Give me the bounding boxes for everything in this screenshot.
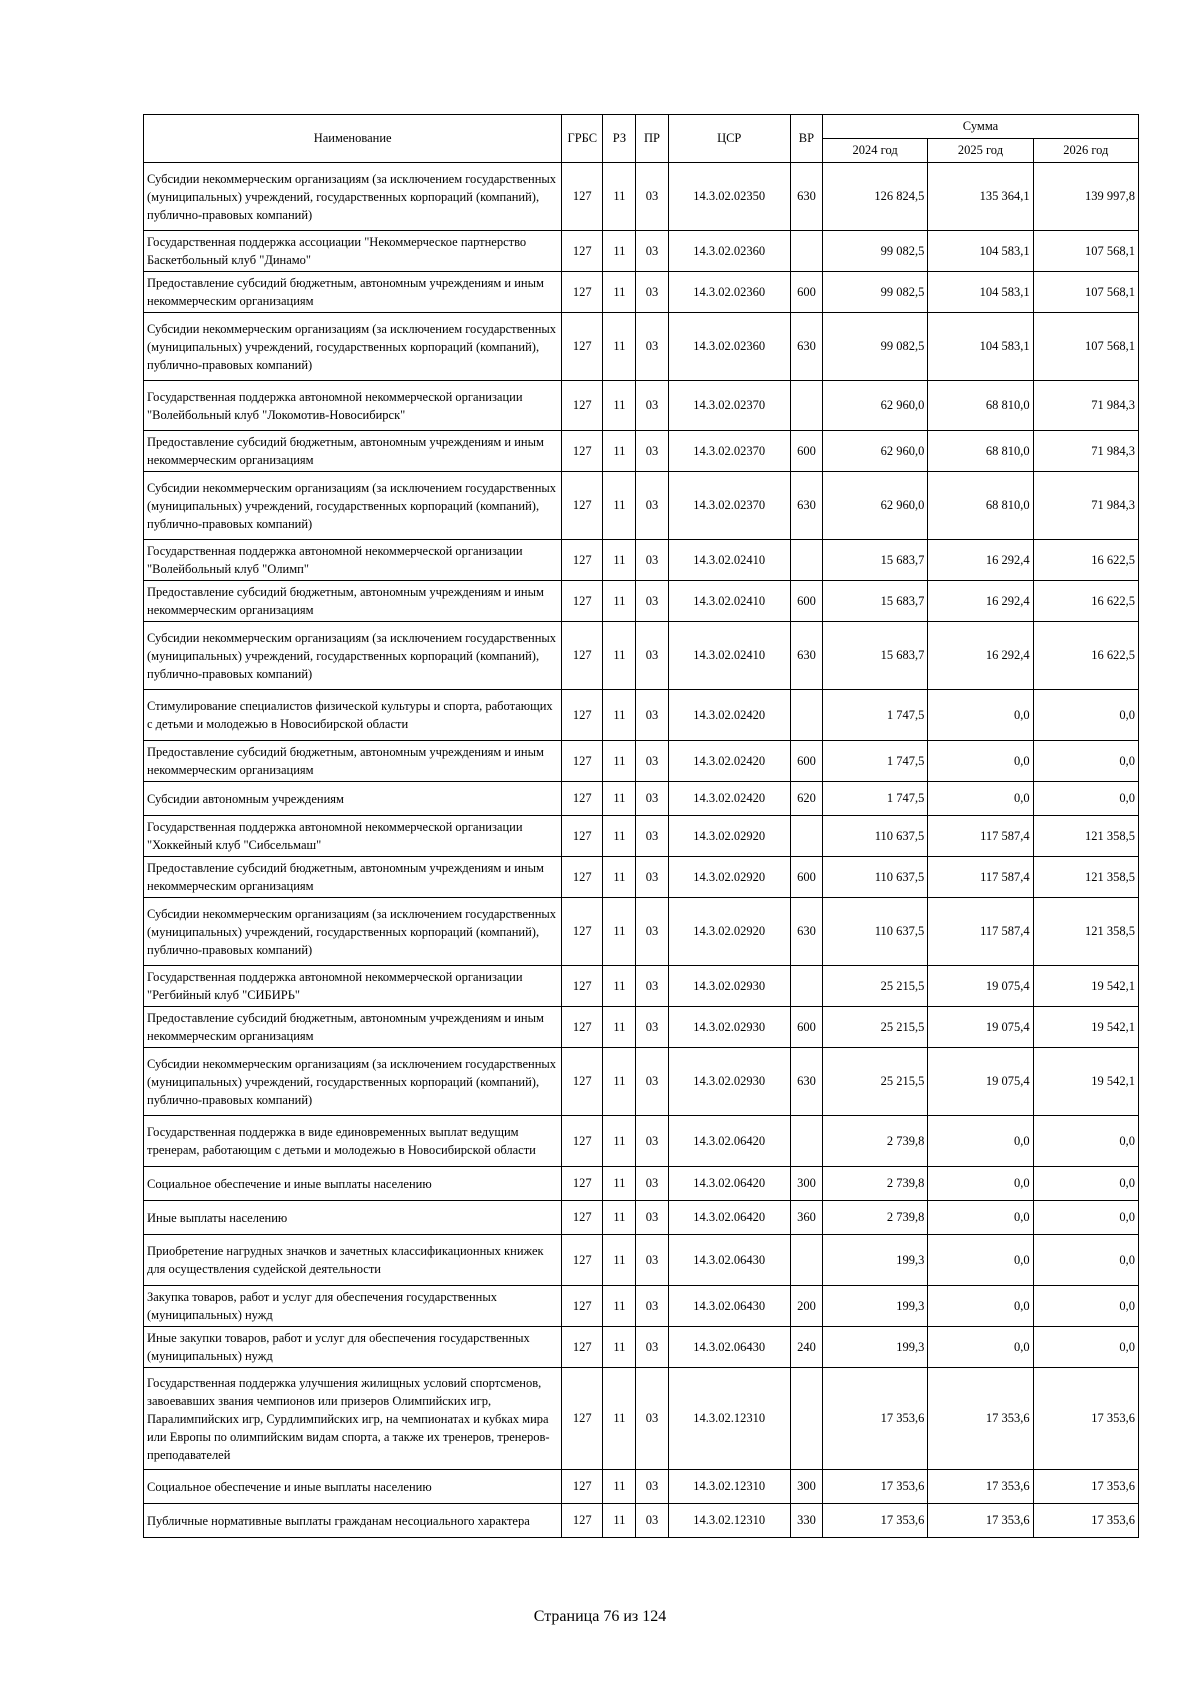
- row-grbs: 127: [562, 472, 603, 540]
- page-number: Страница 76 из 124: [533, 1608, 667, 1625]
- row-sum-2026: 121 358,5: [1033, 816, 1138, 857]
- table-row: [144, 581, 1139, 622]
- row-sum-2024: 199,3: [823, 1235, 928, 1286]
- row-vr: 600: [790, 1007, 822, 1048]
- row-rz: 11: [603, 581, 636, 622]
- row-rz: 11: [603, 1327, 636, 1368]
- row-csr: 14.3.02.02920: [668, 816, 790, 857]
- row-rz: 11: [603, 1167, 636, 1201]
- row-name: Субсидии некоммерческим организациям (за исключением государственных (муниципальных) учреждений, государственных корпораций (компаний), публично-правовых компаний): [144, 622, 562, 690]
- row-vr: 600: [790, 581, 822, 622]
- row-name: Государственная поддержка автономной некоммерческой организации "Волейбольный клуб "Локомотив-Новосибирск": [144, 381, 562, 431]
- header-2025: 2025 год: [928, 139, 1033, 163]
- row-rz: 11: [603, 966, 636, 1007]
- header-rz: РЗ: [603, 115, 636, 163]
- row-sum-2025: 16 292,4: [928, 540, 1033, 581]
- row-pr: 03: [636, 1470, 668, 1504]
- table-row: [144, 1470, 1139, 1504]
- table-row: [144, 741, 1139, 782]
- row-sum-2025: 68 810,0: [928, 472, 1033, 540]
- row-sum-2024: 199,3: [823, 1327, 928, 1368]
- row-sum-2024: 1 747,5: [823, 782, 928, 816]
- row-csr: 14.3.02.02350: [668, 163, 790, 231]
- row-rz: 11: [603, 272, 636, 313]
- row-csr: 14.3.02.12310: [668, 1504, 790, 1538]
- row-name: Иные выплаты населению: [144, 1201, 562, 1235]
- row-sum-2024: 99 082,5: [823, 231, 928, 272]
- row-sum-2025: 117 587,4: [928, 816, 1033, 857]
- row-rz: 11: [603, 898, 636, 966]
- row-sum-2026: 17 353,6: [1033, 1504, 1138, 1538]
- row-name: Публичные нормативные выплаты гражданам несоциального характера: [144, 1504, 562, 1538]
- row-name: Социальное обеспечение и иные выплаты населению: [144, 1167, 562, 1201]
- budget-table: [143, 114, 1139, 1538]
- row-rz: 11: [603, 1201, 636, 1235]
- row-name: Закупка товаров, работ и услуг для обеспечения государственных (муниципальных) нужд: [144, 1286, 562, 1327]
- table-row: [144, 540, 1139, 581]
- table-row: [144, 1116, 1139, 1167]
- row-grbs: 127: [562, 741, 603, 782]
- row-sum-2025: 0,0: [928, 1327, 1033, 1368]
- row-sum-2026: 107 568,1: [1033, 313, 1138, 381]
- row-csr: 14.3.02.02930: [668, 1007, 790, 1048]
- row-grbs: 127: [562, 1327, 603, 1368]
- row-rz: 11: [603, 1286, 636, 1327]
- row-grbs: 127: [562, 816, 603, 857]
- row-csr: 14.3.02.02920: [668, 898, 790, 966]
- row-csr: 14.3.02.06430: [668, 1327, 790, 1368]
- row-csr: 14.3.02.06420: [668, 1167, 790, 1201]
- row-name: Иные закупки товаров, работ и услуг для обеспечения государственных (муниципальных) нужд: [144, 1327, 562, 1368]
- row-sum-2024: 110 637,5: [823, 816, 928, 857]
- row-pr: 03: [636, 1504, 668, 1538]
- row-pr: 03: [636, 966, 668, 1007]
- row-vr: 600: [790, 857, 822, 898]
- row-pr: 03: [636, 622, 668, 690]
- row-vr: 630: [790, 472, 822, 540]
- row-sum-2026: 71 984,3: [1033, 431, 1138, 472]
- row-csr: 14.3.02.02930: [668, 1048, 790, 1116]
- row-sum-2025: 17 353,6: [928, 1470, 1033, 1504]
- row-sum-2024: 110 637,5: [823, 898, 928, 966]
- row-sum-2026: 139 997,8: [1033, 163, 1138, 231]
- row-sum-2024: 199,3: [823, 1286, 928, 1327]
- row-sum-2025: 68 810,0: [928, 381, 1033, 431]
- row-pr: 03: [636, 782, 668, 816]
- row-vr: [790, 540, 822, 581]
- table-row: [144, 690, 1139, 741]
- row-rz: 11: [603, 431, 636, 472]
- row-pr: 03: [636, 1048, 668, 1116]
- row-sum-2024: 2 739,8: [823, 1167, 928, 1201]
- row-grbs: 127: [562, 231, 603, 272]
- row-sum-2026: 19 542,1: [1033, 966, 1138, 1007]
- row-sum-2024: 1 747,5: [823, 741, 928, 782]
- row-csr: 14.3.02.06430: [668, 1235, 790, 1286]
- row-grbs: 127: [562, 898, 603, 966]
- row-sum-2025: 0,0: [928, 1286, 1033, 1327]
- row-vr: 630: [790, 1048, 822, 1116]
- row-sum-2025: 16 292,4: [928, 581, 1033, 622]
- row-csr: 14.3.02.06430: [668, 1286, 790, 1327]
- row-sum-2024: 62 960,0: [823, 472, 928, 540]
- row-pr: 03: [636, 1007, 668, 1048]
- row-csr: 14.3.02.02920: [668, 857, 790, 898]
- table-row: [144, 782, 1139, 816]
- row-rz: 11: [603, 741, 636, 782]
- row-sum-2025: 104 583,1: [928, 231, 1033, 272]
- table-row: [144, 1201, 1139, 1235]
- table-row: [144, 898, 1139, 966]
- row-csr: 14.3.02.12310: [668, 1470, 790, 1504]
- row-vr: 600: [790, 431, 822, 472]
- row-grbs: 127: [562, 1368, 603, 1470]
- row-sum-2025: 117 587,4: [928, 857, 1033, 898]
- row-sum-2025: 68 810,0: [928, 431, 1033, 472]
- row-name: Социальное обеспечение и иные выплаты населению: [144, 1470, 562, 1504]
- table-header: [144, 115, 1139, 163]
- row-vr: 300: [790, 1470, 822, 1504]
- row-name: Государственная поддержка улучшения жилищных условий спортсменов, завоевавших звания чемпионов или призеров Олимпийских игр, Паралимпийских игр, Сурдлимпийских игр, на чемпионатах и кубках мира или Европы по олимпийским видам спорта, а также их тренеров, тренеров-преподавателей: [144, 1368, 562, 1470]
- row-grbs: 127: [562, 1201, 603, 1235]
- header-vr: ВР: [790, 115, 822, 163]
- row-sum-2025: 135 364,1: [928, 163, 1033, 231]
- row-vr: 630: [790, 313, 822, 381]
- row-sum-2026: 19 542,1: [1033, 1007, 1138, 1048]
- row-rz: 11: [603, 1504, 636, 1538]
- table-row: [144, 1167, 1139, 1201]
- row-name: Субсидии некоммерческим организациям (за исключением государственных (муниципальных) учреждений, государственных корпораций (компаний), публично-правовых компаний): [144, 313, 562, 381]
- row-name: Субсидии некоммерческим организациям (за исключением государственных (муниципальных) учреждений, государственных корпораций (компаний), публично-правовых компаний): [144, 472, 562, 540]
- row-sum-2025: 0,0: [928, 782, 1033, 816]
- row-sum-2025: 17 353,6: [928, 1504, 1033, 1538]
- row-vr: 600: [790, 741, 822, 782]
- row-sum-2024: 15 683,7: [823, 622, 928, 690]
- header-2026: 2026 год: [1033, 139, 1138, 163]
- row-pr: 03: [636, 1201, 668, 1235]
- row-csr: 14.3.02.12310: [668, 1368, 790, 1470]
- row-sum-2026: 107 568,1: [1033, 231, 1138, 272]
- row-vr: 630: [790, 622, 822, 690]
- row-sum-2026: 71 984,3: [1033, 381, 1138, 431]
- row-grbs: 127: [562, 540, 603, 581]
- row-pr: 03: [636, 540, 668, 581]
- row-sum-2024: 1 747,5: [823, 690, 928, 741]
- row-grbs: 127: [562, 431, 603, 472]
- row-sum-2026: 0,0: [1033, 741, 1138, 782]
- row-sum-2026: 17 353,6: [1033, 1368, 1138, 1470]
- row-name: Приобретение нагрудных значков и зачетных классификационных книжек для осуществления судейской деятельности: [144, 1235, 562, 1286]
- row-sum-2024: 110 637,5: [823, 857, 928, 898]
- table-row: [144, 857, 1139, 898]
- row-grbs: 127: [562, 1286, 603, 1327]
- row-name: Предоставление субсидий бюджетным, автономным учреждениям и иным некоммерческим организациям: [144, 581, 562, 622]
- row-sum-2024: 99 082,5: [823, 313, 928, 381]
- table-row: [144, 1368, 1139, 1470]
- row-name: Предоставление субсидий бюджетным, автономным учреждениям и иным некоммерческим организациям: [144, 431, 562, 472]
- row-sum-2026: 16 622,5: [1033, 622, 1138, 690]
- table-row: [144, 1007, 1139, 1048]
- row-sum-2024: 25 215,5: [823, 1007, 928, 1048]
- row-rz: 11: [603, 816, 636, 857]
- row-csr: 14.3.02.02370: [668, 381, 790, 431]
- row-rz: 11: [603, 782, 636, 816]
- table-row: [144, 1504, 1139, 1538]
- row-pr: 03: [636, 381, 668, 431]
- row-sum-2025: 0,0: [928, 1167, 1033, 1201]
- row-vr: 600: [790, 272, 822, 313]
- row-name: Государственная поддержка автономной некоммерческой организации "Регбийный клуб "СИБИРЬ": [144, 966, 562, 1007]
- row-pr: 03: [636, 1327, 668, 1368]
- row-name: Предоставление субсидий бюджетным, автономным учреждениям и иным некоммерческим организациям: [144, 741, 562, 782]
- row-rz: 11: [603, 1368, 636, 1470]
- row-grbs: 127: [562, 1116, 603, 1167]
- row-name: Государственная поддержка в виде единовременных выплат ведущим тренерам, работающим с детьми и молодежью в Новосибирской области: [144, 1116, 562, 1167]
- table-row: [144, 966, 1139, 1007]
- row-rz: 11: [603, 1235, 636, 1286]
- row-pr: 03: [636, 1235, 668, 1286]
- row-sum-2025: 117 587,4: [928, 898, 1033, 966]
- table-row: [144, 1327, 1139, 1368]
- row-name: Предоставление субсидий бюджетным, автономным учреждениям и иным некоммерческим организациям: [144, 857, 562, 898]
- row-rz: 11: [603, 472, 636, 540]
- row-csr: 14.3.02.02410: [668, 581, 790, 622]
- row-grbs: 127: [562, 272, 603, 313]
- row-sum-2024: 17 353,6: [823, 1470, 928, 1504]
- row-name: Субсидии некоммерческим организациям (за исключением государственных (муниципальных) учреждений, государственных корпораций (компаний), публично-правовых компаний): [144, 163, 562, 231]
- row-rz: 11: [603, 231, 636, 272]
- row-sum-2024: 2 739,8: [823, 1201, 928, 1235]
- row-vr: 300: [790, 1167, 822, 1201]
- row-rz: 11: [603, 622, 636, 690]
- row-rz: 11: [603, 1048, 636, 1116]
- row-grbs: 127: [562, 581, 603, 622]
- row-rz: 11: [603, 163, 636, 231]
- row-rz: 11: [603, 1116, 636, 1167]
- row-sum-2026: 0,0: [1033, 782, 1138, 816]
- row-sum-2024: 17 353,6: [823, 1504, 928, 1538]
- table-row: [144, 622, 1139, 690]
- row-vr: [790, 690, 822, 741]
- row-sum-2026: 0,0: [1033, 1167, 1138, 1201]
- row-grbs: 127: [562, 1235, 603, 1286]
- row-csr: 14.3.02.02360: [668, 231, 790, 272]
- row-sum-2024: 15 683,7: [823, 581, 928, 622]
- header-grbs: ГРБС: [562, 115, 603, 163]
- row-csr: 14.3.02.02410: [668, 540, 790, 581]
- row-sum-2026: 0,0: [1033, 1116, 1138, 1167]
- row-sum-2026: 16 622,5: [1033, 540, 1138, 581]
- row-csr: 14.3.02.06420: [668, 1116, 790, 1167]
- row-sum-2026: 0,0: [1033, 690, 1138, 741]
- row-csr: 14.3.02.02410: [668, 622, 790, 690]
- row-csr: 14.3.02.06420: [668, 1201, 790, 1235]
- row-rz: 11: [603, 857, 636, 898]
- row-sum-2024: 17 353,6: [823, 1368, 928, 1470]
- row-csr: 14.3.02.02360: [668, 272, 790, 313]
- header-name: Наименование: [144, 115, 562, 163]
- row-sum-2025: 19 075,4: [928, 1048, 1033, 1116]
- table-row: [144, 163, 1139, 231]
- row-vr: [790, 381, 822, 431]
- row-sum-2026: 121 358,5: [1033, 857, 1138, 898]
- row-pr: 03: [636, 741, 668, 782]
- table-body: [144, 163, 1139, 1538]
- table-row: [144, 431, 1139, 472]
- row-vr: [790, 816, 822, 857]
- row-pr: 03: [636, 472, 668, 540]
- row-vr: [790, 1368, 822, 1470]
- row-pr: 03: [636, 1286, 668, 1327]
- row-pr: 03: [636, 1167, 668, 1201]
- row-sum-2025: 104 583,1: [928, 313, 1033, 381]
- row-csr: 14.3.02.02360: [668, 313, 790, 381]
- table-row: [144, 381, 1139, 431]
- row-grbs: 127: [562, 1167, 603, 1201]
- row-sum-2026: 16 622,5: [1033, 581, 1138, 622]
- row-sum-2024: 62 960,0: [823, 431, 928, 472]
- table-row: [144, 231, 1139, 272]
- row-grbs: 127: [562, 163, 603, 231]
- row-name: Субсидии некоммерческим организациям (за исключением государственных (муниципальных) учреждений, государственных корпораций (компаний), публично-правовых компаний): [144, 898, 562, 966]
- row-vr: [790, 966, 822, 1007]
- row-sum-2026: 0,0: [1033, 1235, 1138, 1286]
- row-rz: 11: [603, 1470, 636, 1504]
- row-sum-2026: 19 542,1: [1033, 1048, 1138, 1116]
- header-2024: 2024 год: [823, 139, 928, 163]
- row-name: Государственная поддержка ассоциации "Некоммерческое партнерство Баскетбольный клуб "Динамо": [144, 231, 562, 272]
- row-pr: 03: [636, 313, 668, 381]
- row-pr: 03: [636, 816, 668, 857]
- row-name: Предоставление субсидий бюджетным, автономным учреждениям и иным некоммерческим организациям: [144, 272, 562, 313]
- row-rz: 11: [603, 1007, 636, 1048]
- row-sum-2026: 0,0: [1033, 1327, 1138, 1368]
- row-grbs: 127: [562, 782, 603, 816]
- row-csr: 14.3.02.02370: [668, 431, 790, 472]
- row-grbs: 127: [562, 1504, 603, 1538]
- row-grbs: 127: [562, 1470, 603, 1504]
- row-sum-2024: 25 215,5: [823, 1048, 928, 1116]
- row-grbs: 127: [562, 1007, 603, 1048]
- row-pr: 03: [636, 857, 668, 898]
- row-sum-2026: 17 353,6: [1033, 1470, 1138, 1504]
- row-grbs: 127: [562, 313, 603, 381]
- row-sum-2025: 19 075,4: [928, 1007, 1033, 1048]
- header-pr: ПР: [636, 115, 668, 163]
- row-name: Государственная поддержка автономной некоммерческой организации "Хоккейный клуб "Сибсельмаш": [144, 816, 562, 857]
- row-pr: 03: [636, 1116, 668, 1167]
- row-sum-2026: 0,0: [1033, 1286, 1138, 1327]
- row-rz: 11: [603, 690, 636, 741]
- row-sum-2026: 71 984,3: [1033, 472, 1138, 540]
- row-sum-2025: 17 353,6: [928, 1368, 1033, 1470]
- row-rz: 11: [603, 381, 636, 431]
- row-rz: 11: [603, 540, 636, 581]
- row-sum-2025: 104 583,1: [928, 272, 1033, 313]
- row-name: Стимулирование специалистов физической культуры и спорта, работающих с детьми и молодежью в Новосибирской области: [144, 690, 562, 741]
- table-row: [144, 1235, 1139, 1286]
- table-row: [144, 472, 1139, 540]
- row-grbs: 127: [562, 381, 603, 431]
- row-sum-2026: 121 358,5: [1033, 898, 1138, 966]
- row-grbs: 127: [562, 966, 603, 1007]
- row-vr: 630: [790, 163, 822, 231]
- table-row: [144, 816, 1139, 857]
- row-csr: 14.3.02.02370: [668, 472, 790, 540]
- row-vr: 330: [790, 1504, 822, 1538]
- row-vr: 200: [790, 1286, 822, 1327]
- row-name: Субсидии автономным учреждениям: [144, 782, 562, 816]
- row-sum-2025: 19 075,4: [928, 966, 1033, 1007]
- row-pr: 03: [636, 1368, 668, 1470]
- row-name: Предоставление субсидий бюджетным, автономным учреждениям и иным некоммерческим организациям: [144, 1007, 562, 1048]
- row-vr: 240: [790, 1327, 822, 1368]
- table-row: [144, 313, 1139, 381]
- row-grbs: 127: [562, 622, 603, 690]
- row-grbs: 127: [562, 857, 603, 898]
- table-row: [144, 1048, 1139, 1116]
- row-csr: 14.3.02.02420: [668, 690, 790, 741]
- row-vr: 620: [790, 782, 822, 816]
- row-sum-2025: 0,0: [928, 1235, 1033, 1286]
- table-row: [144, 1286, 1139, 1327]
- row-name: Субсидии некоммерческим организациям (за исключением государственных (муниципальных) учреждений, государственных корпораций (компаний), публично-правовых компаний): [144, 1048, 562, 1116]
- row-pr: 03: [636, 690, 668, 741]
- table-row: [144, 272, 1139, 313]
- row-pr: 03: [636, 898, 668, 966]
- row-pr: 03: [636, 272, 668, 313]
- row-pr: 03: [636, 431, 668, 472]
- row-vr: [790, 1116, 822, 1167]
- row-sum-2025: 0,0: [928, 741, 1033, 782]
- row-vr: 630: [790, 898, 822, 966]
- row-sum-2025: 16 292,4: [928, 622, 1033, 690]
- row-pr: 03: [636, 231, 668, 272]
- row-rz: 11: [603, 313, 636, 381]
- row-name: Государственная поддержка автономной некоммерческой организации "Волейбольный клуб "Олимп": [144, 540, 562, 581]
- row-csr: 14.3.02.02420: [668, 782, 790, 816]
- row-pr: 03: [636, 581, 668, 622]
- row-sum-2024: 126 824,5: [823, 163, 928, 231]
- row-csr: 14.3.02.02930: [668, 966, 790, 1007]
- row-vr: 360: [790, 1201, 822, 1235]
- row-grbs: 127: [562, 690, 603, 741]
- row-sum-2026: 107 568,1: [1033, 272, 1138, 313]
- row-sum-2024: 62 960,0: [823, 381, 928, 431]
- row-sum-2024: 2 739,8: [823, 1116, 928, 1167]
- row-csr: 14.3.02.02420: [668, 741, 790, 782]
- row-sum-2024: 15 683,7: [823, 540, 928, 581]
- row-sum-2025: 0,0: [928, 1201, 1033, 1235]
- header-sum: Сумма: [823, 115, 1139, 139]
- row-vr: [790, 231, 822, 272]
- row-sum-2025: 0,0: [928, 690, 1033, 741]
- row-sum-2024: 25 215,5: [823, 966, 928, 1007]
- row-sum-2026: 0,0: [1033, 1201, 1138, 1235]
- header-csr: ЦСР: [668, 115, 790, 163]
- row-grbs: 127: [562, 1048, 603, 1116]
- row-sum-2025: 0,0: [928, 1116, 1033, 1167]
- row-sum-2024: 99 082,5: [823, 272, 928, 313]
- row-pr: 03: [636, 163, 668, 231]
- row-vr: [790, 1235, 822, 1286]
